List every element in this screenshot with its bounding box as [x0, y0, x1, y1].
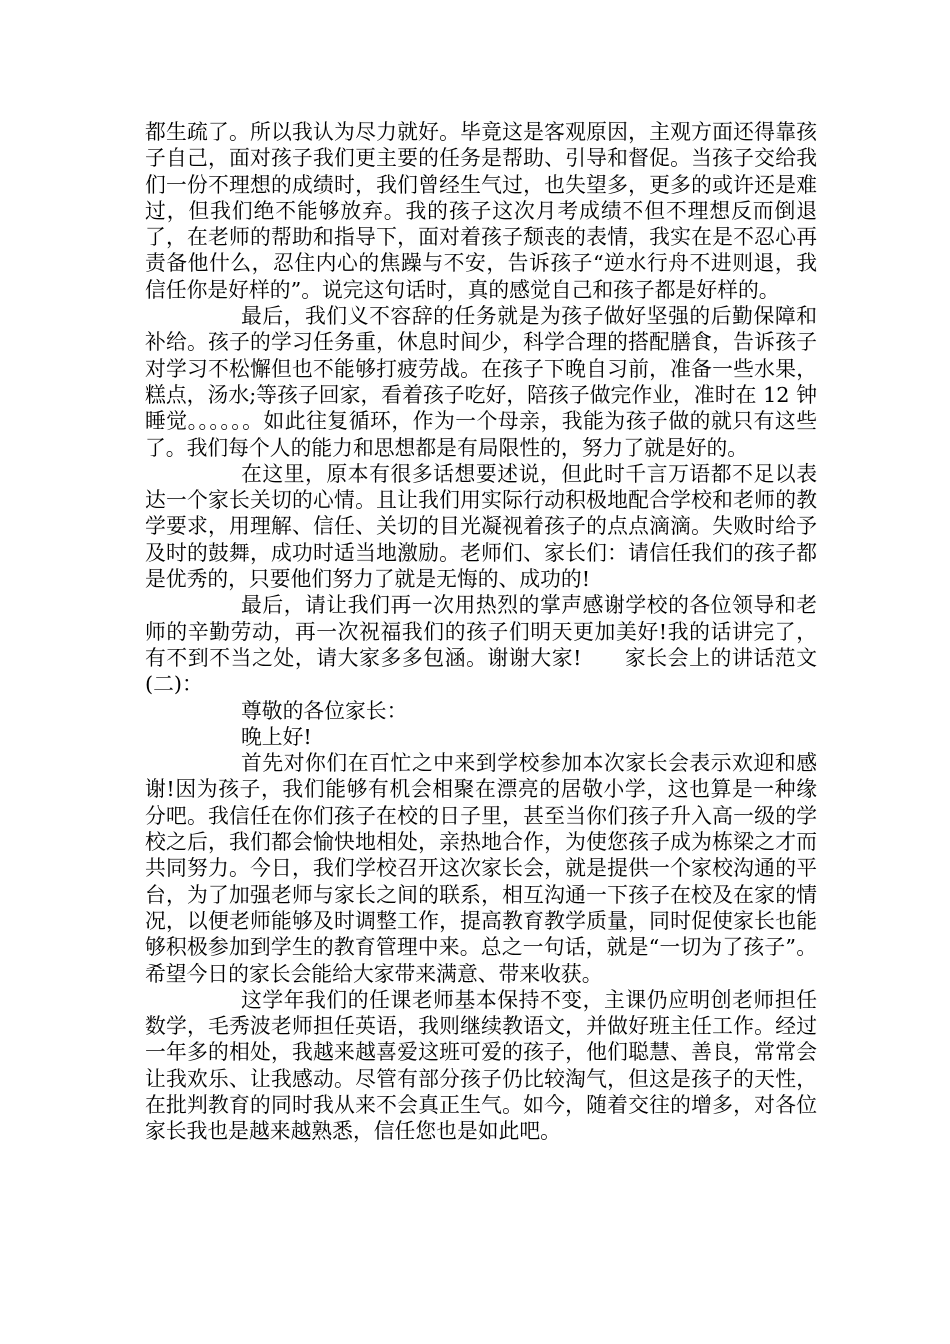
paragraph-4: 最后，请让我们再一次用热烈的掌声感谢学校的各位领导和老师的辛勤劳动，再一次祝福我们的孩子们明天更加美好!我的话讲完了，有不到不当之处，请大家多多包涵。谢谢大家! 家长会上的讲话范文(二)：	[145, 593, 817, 697]
paragraph-1: 都生疏了。所以我认为尽力就好。毕竟这是客观原因，主观方面还得靠孩子自己，面对孩子我们更主要的任务是帮助、引导和督促。当孩子交给我们一份不理想的成绩时，我们曾经生气过，也失望多，更多的或许还是难过，但我们绝不能够放弃。我的孩子这次月考成绩不但不理想反而倒退了，在老师的帮助和指导下，面对着孩子颓丧的表情，我实在是不忍心再责备他什么，忍住内心的焦躁与不安，告诉孩子“逆水行舟不进则退，我信任你是好样的”。说完这句话时，真的感觉自己和孩子都是好样的。	[145, 120, 817, 302]
paragraph-7: 首先对你们在百忙之中来到学校参加本次家长会表示欢迎和感谢!因为孩子，我们能够有机会相聚在漂亮的居敬小学，这也算是一种缘分吧。我信任在你们孩子在校的日子里，甚至当你们孩子升入高一级的学校之后，我们都会愉快地相处，亲热地合作，为使您孩子成为栋梁之才而共同努力。今日，我们学校召开这次家长会，就是提供一个家校沟通的平台，为了加强老师与家长之间的联系，相互沟通一下孩子在校及在家的情况，以便老师能够及时调整工作，提高教育教学质量，同时促使家长也能够积极参加到学生的教育管理中来。总之一句话，就是“一切为了孩子”。希望今日的家长会能给大家带来满意、带来收获。	[145, 751, 817, 986]
paragraph-8: 这学年我们的任课老师基本保持不变，主课仍应明创老师担任数学，毛秀波老师担任英语，我则继续教语文，并做好班主任工作。经过一年多的相处，我越来越喜爱这班可爱的孩子，他们聪慧、善良，常常会让我欢乐、让我感动。尽管有部分孩子仍比较淘气，但这是孩子的天性，在批判教育的同时我从来不会真正生气。如今，随着交往的增多，对各位家长我也是越来越熟悉，信任您也是如此吧。	[145, 987, 817, 1144]
document-body	[145, 119, 817, 1145]
paragraph-3: 在这里，原本有很多话想要述说，但此时千言万语都不足以表达一个家长关切的心情。且让我们用实际行动积极地配合学校和老师的教学要求，用理解、信任、关切的目光凝视着孩子的点点滴滴。失败时给予及时的鼓舞，成功时适当地激励。老师们、家长们：请信任我们的孩子都是优秀的，只要他们努力了就是无悔的、成功的!	[145, 461, 817, 592]
paragraph-2: 最后，我们义不容辞的任务就是为孩子做好坚强的后勤保障和补给。孩子的学习任务重，休息时间少，科学合理的搭配膳食，告诉孩子对学习不松懈但也不能够打疲劳战。在孩子下晚自习前，准备一些水果，糕点，汤水;等孩子回家，看着孩子吃好，陪孩子做完作业，准时在 12 钟睡觉。。。。。。如此往复循环，作为一个母亲，我能为孩子做的就只有这些了。我们每个人的能力和思想都是有局限性的，努力了就是好的。	[145, 304, 817, 460]
greeting: 晚上好!	[241, 724, 312, 749]
salutation: 尊敬的各位家长：	[241, 698, 408, 723]
